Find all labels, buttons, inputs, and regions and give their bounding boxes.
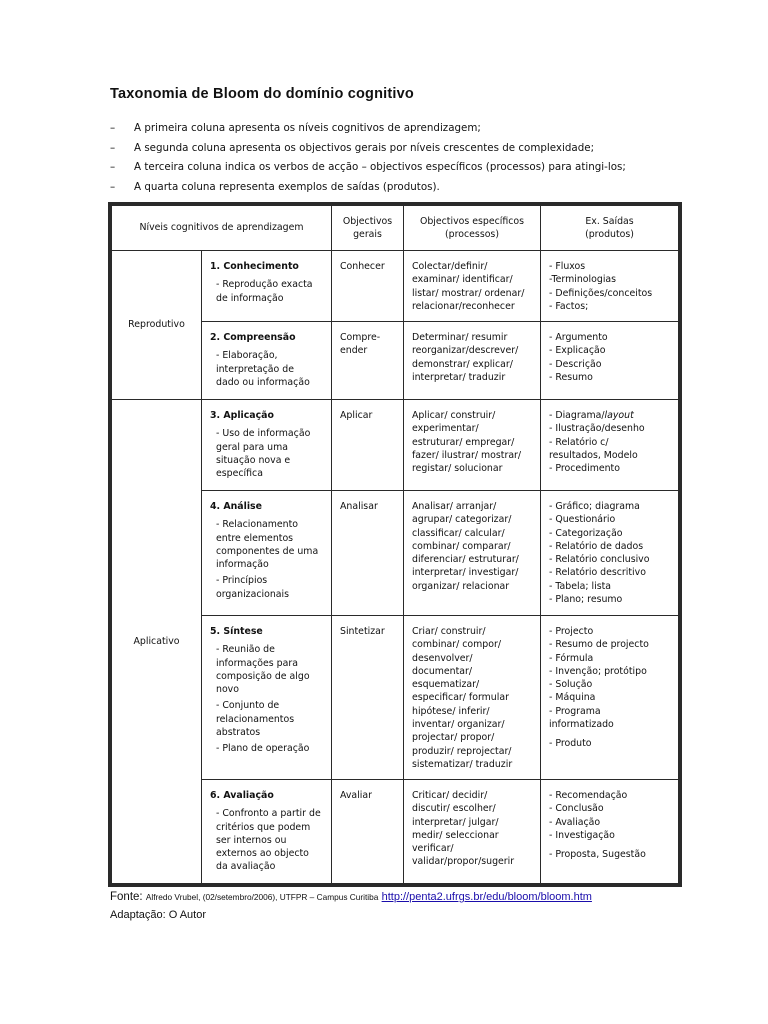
- intro-item: – A quarta coluna representa exemplos de saídas (produtos).: [110, 180, 440, 193]
- verbs-cell: Colectar/definir/ examinar/ identificar/ listar/ mostrar/ ordenar/ relacionar/reconhecer: [404, 251, 541, 322]
- level-title: 4. Análise: [210, 501, 262, 512]
- general-cell: Analisar: [332, 491, 404, 616]
- level-cell: [202, 251, 332, 322]
- bullet-dash: –: [110, 141, 116, 154]
- source-line: [110, 891, 592, 903]
- general-cell: Sintetizar: [332, 616, 404, 780]
- bullet-dash: –: [110, 161, 116, 173]
- bloom-table-frame: [108, 202, 682, 887]
- level-sub: - Relacionamento entre elementos componentes de uma informação: [216, 519, 319, 571]
- level-cell: [202, 400, 332, 491]
- intro-list: [110, 121, 730, 199]
- table-header-row: [112, 206, 679, 251]
- verbs-cell: Analisar/ arranjar/ agrupar/ categorizar/ classificar/ calcular/ combinar/ comparar/ diferenciar/ estruturar/ interpretar/ investigar/ organizar/ relacionar: [404, 491, 541, 616]
- general-cell: Avaliar: [332, 780, 404, 884]
- level-sub: - Reprodução exacta de informação: [216, 279, 313, 304]
- intro-item: – A terceira coluna indica os verbos de acção – objectivos específicos (processos) para atingi-los;: [110, 161, 626, 173]
- level-cell: [202, 780, 332, 884]
- adaptation-note: Adaptação: O Autor: [110, 909, 207, 921]
- level-title: 2. Compreensão: [210, 332, 296, 343]
- general-cell: Compre- ender: [332, 322, 404, 400]
- outputs-cell: - Recomendação - Conclusão - Avaliação - Investigação - Proposta, Sugestão: [541, 780, 679, 884]
- level-title: 3. Aplicação: [210, 410, 274, 421]
- bullet-dash: –: [110, 122, 116, 134]
- level-sub: - Uso de informação geral para uma situação nova e específica: [216, 428, 311, 480]
- verbs-cell: Determinar/ resumir reorganizar/descrever/ demonstrar/ explicar/ interpretar/ traduzir: [404, 322, 541, 400]
- level-cell: [202, 491, 332, 616]
- intro-item: – A segunda coluna apresenta os objectivos gerais por níveis crescentes de complexidade;: [110, 141, 595, 154]
- outputs-cell: - Diagrama/layout - Ilustração/desenho - Relatório c/ resultados, Modelo - Procedimento: [541, 400, 679, 491]
- intro-item: – A primeira coluna apresenta os níveis cognitivos de aprendizagem;: [110, 122, 481, 134]
- level-sub: - Elaboração, interpretação de dado ou informação: [216, 350, 310, 388]
- source-label: Fonte:: [110, 891, 143, 903]
- page-title: Taxonomia de Bloom do domínio cognitivo: [110, 86, 414, 102]
- group-aplicativo: Aplicativo: [112, 400, 202, 884]
- header-niveis: Níveis cognitivos de aprendizagem: [112, 206, 332, 251]
- outputs-cell: - Gráfico; diagrama - Questionário - Categorização - Relatório de dados - Relatório conclusivo - Relatório descritivo - Tabela; lista - Plano; resumo: [541, 491, 679, 616]
- table-row: [112, 251, 679, 322]
- header-especificos: Objectivos específicos (processos): [404, 206, 541, 251]
- header-gerais: Objectivos gerais: [332, 206, 404, 251]
- level-title: 1. Conhecimento: [210, 261, 299, 272]
- level-sub: - Princípios organizacionais: [216, 575, 290, 600]
- verbs-cell: Aplicar/ construir/ experimentar/ estruturar/ empregar/ fazer/ ilustrar/ mostrar/ registar/ solucionar: [404, 400, 541, 491]
- bloom-table: [111, 205, 679, 884]
- level-title: 5. Síntese: [210, 626, 263, 637]
- header-saidas: Ex. Saídas (produtos): [541, 206, 679, 251]
- source-link[interactable]: http://penta2.ufrgs.br/edu/bloom/bloom.htm: [381, 891, 592, 903]
- verbs-cell: Criar/ construir/ combinar/ compor/ desenvolver/ documentar/ esquematizar/ especificar/ formular hipótese/ inferir/ inventar/ organizar/ projectar/ propor/ produzir/ reprojectar/ sistematizar/ traduzir: [404, 616, 541, 780]
- level-sub: - Conjunto de relacionamentos abstratos: [216, 700, 295, 739]
- table-row: [112, 400, 679, 491]
- bullet-dash: –: [110, 180, 116, 193]
- group-reprodutivo: Reprodutivo: [112, 251, 202, 400]
- level-cell: [202, 616, 332, 780]
- level-sub: - Plano de operação: [216, 743, 310, 755]
- outputs-cell: - Fluxos -Terminologias - Definições/conceitos - Factos;: [541, 251, 679, 322]
- outputs-cell: - Projecto - Resumo de projecto - Fórmula - Invenção; protótipo - Solução - Máquina - Programa informatizado - Produto: [541, 616, 679, 780]
- verbs-cell: Criticar/ decidir/ discutir/ escolher/ interpretar/ julgar/ medir/ seleccionar verificar/ validar/propor/sugerir: [404, 780, 541, 884]
- level-title: 6. Avaliação: [210, 790, 274, 801]
- level-cell: [202, 322, 332, 400]
- level-sub: - Reunião de informações para composição de algo novo: [216, 644, 310, 696]
- level-sub: - Confronto a partir de critérios que podem ser internos ou externos ao objecto da avaliação: [216, 808, 321, 873]
- source-text: Alfredo Vrubel, (02/setembro/2006), UTFPR – Campus Curitiba: [145, 892, 379, 902]
- general-cell: Aplicar: [332, 400, 404, 491]
- general-cell: Conhecer: [332, 251, 404, 322]
- outputs-cell: - Argumento - Explicação - Descrição - Resumo: [541, 322, 679, 400]
